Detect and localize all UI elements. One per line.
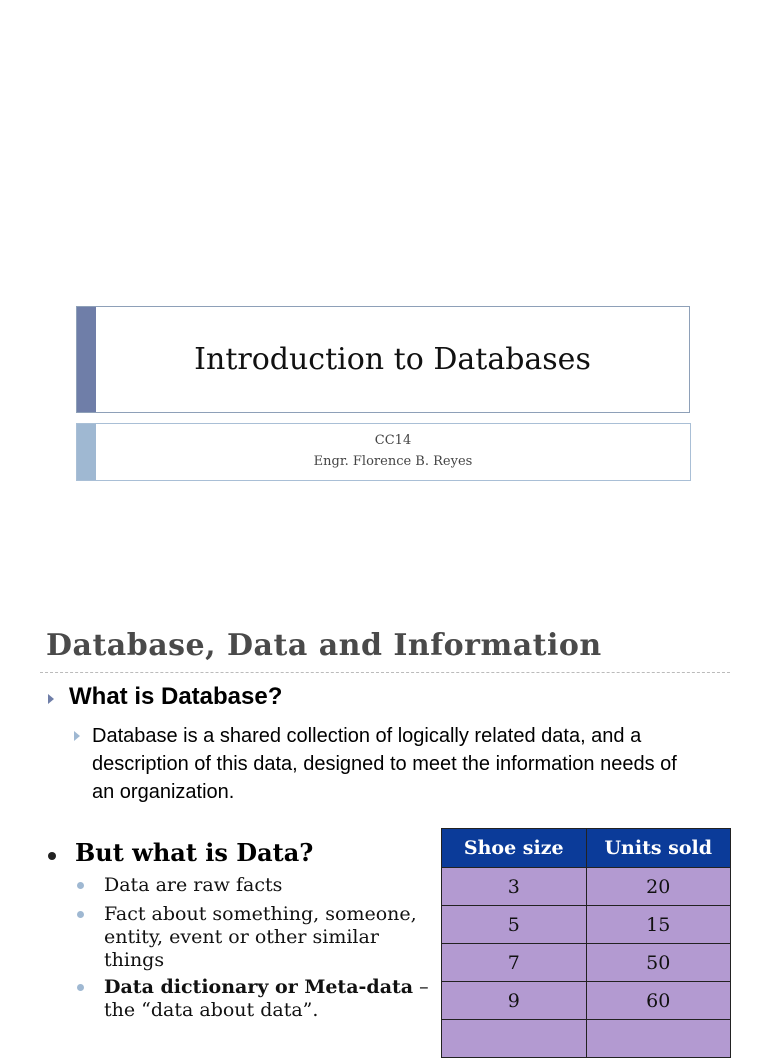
list-item: Data are raw facts bbox=[104, 874, 283, 896]
section-heading: Database, Data and Information bbox=[46, 628, 602, 663]
table-cell: 15 bbox=[586, 906, 731, 944]
metadata-term: Data dictionary or Meta-data bbox=[104, 976, 414, 998]
triangle-bullet-icon bbox=[48, 694, 54, 704]
table-cell bbox=[442, 1020, 587, 1058]
table-cell bbox=[586, 1020, 731, 1058]
instructor-name: Engr. Florence B. Reyes bbox=[313, 454, 473, 469]
table-cell: 20 bbox=[586, 868, 731, 906]
sub-bullet-icon bbox=[77, 911, 84, 918]
table-cell: 50 bbox=[586, 944, 731, 982]
list-item: Fact about something, someone, entity, event or other similar things bbox=[104, 903, 417, 971]
triangle-sub-bullet-icon bbox=[74, 731, 80, 741]
list-item-metadata bbox=[104, 976, 434, 1022]
subtitle-text bbox=[96, 430, 690, 472]
table-row bbox=[442, 1020, 731, 1058]
title-accent-bar bbox=[77, 307, 96, 412]
table-cell: 7 bbox=[442, 944, 587, 982]
table-cell: 60 bbox=[586, 982, 731, 1020]
table-row bbox=[442, 944, 731, 982]
subtitle-box bbox=[76, 423, 691, 481]
table-row bbox=[442, 906, 731, 944]
subtitle-accent-bar bbox=[77, 424, 96, 480]
question-what-is-database: What is Database? bbox=[69, 683, 283, 710]
table-header-cell: Shoe size bbox=[442, 829, 587, 868]
table-cell: 3 bbox=[442, 868, 587, 906]
database-definition: Database is a shared collection of logically related data, and a description of this data, designed to meet the information needs of an organization. bbox=[92, 725, 677, 803]
table-header-cell: Units sold bbox=[586, 829, 731, 868]
table-row bbox=[442, 982, 731, 1020]
table-row bbox=[442, 868, 731, 906]
title-box bbox=[76, 306, 690, 413]
sub-bullet-icon bbox=[77, 882, 84, 889]
slide-title: Introduction to Databases bbox=[194, 342, 591, 377]
bullet-icon bbox=[48, 852, 56, 860]
course-code: CC14 bbox=[374, 433, 412, 448]
table-cell: 9 bbox=[442, 982, 587, 1020]
metadata-description: – the “data about data”. bbox=[104, 976, 429, 1021]
sub-bullet-icon bbox=[77, 984, 84, 991]
question-what-is-data: But what is Data? bbox=[75, 838, 314, 867]
table-cell: 5 bbox=[442, 906, 587, 944]
table-header-row bbox=[442, 829, 731, 868]
heading-divider bbox=[40, 672, 730, 673]
